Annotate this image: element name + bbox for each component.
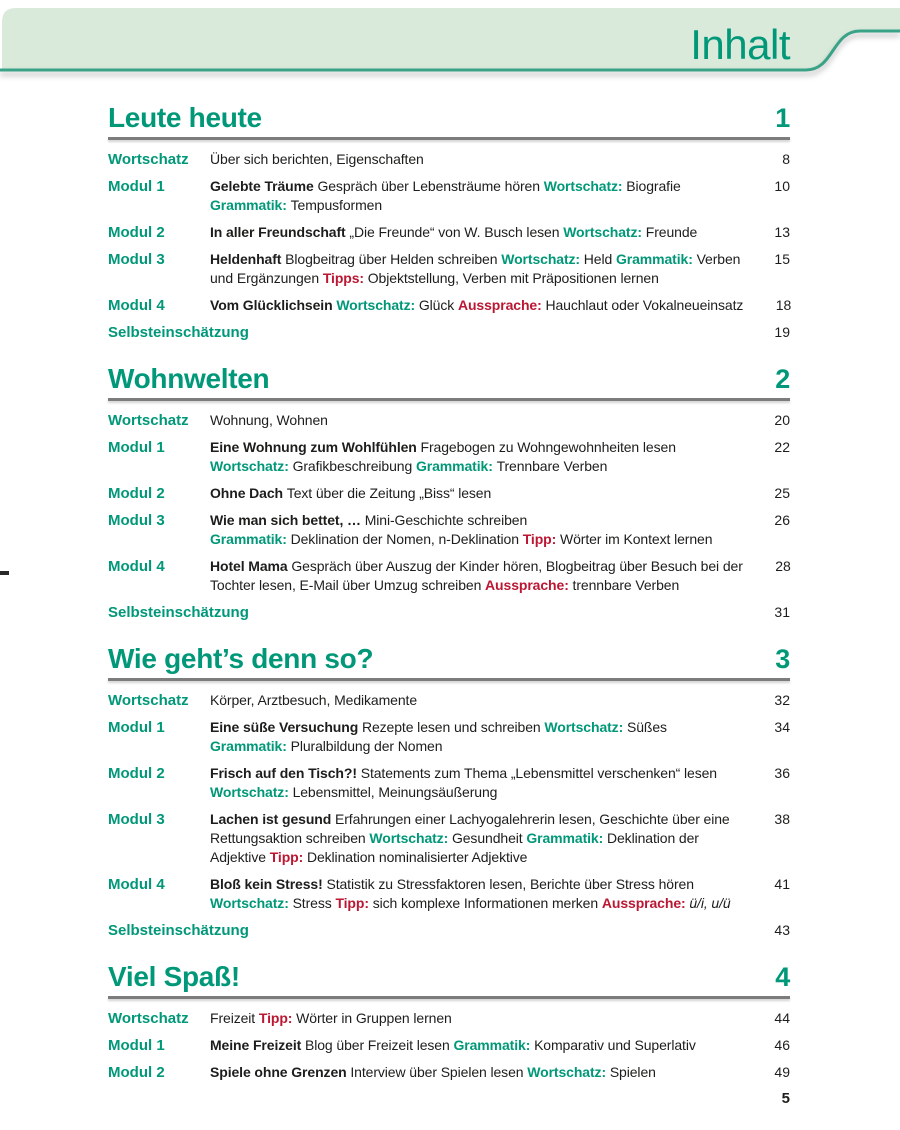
text-segment: Gespräch über Auszug der Kinder hören, Blogbeitrag über Besuch bei der (291, 558, 743, 574)
text-segment: Statements zum Thema „Lebensmittel verschenken“ lesen (360, 765, 717, 781)
section-number: 1 (775, 103, 790, 133)
row-line (210, 511, 742, 530)
toc-row (108, 177, 790, 215)
page-title: Inhalt (690, 21, 790, 68)
row-label: Modul 3 (108, 251, 165, 268)
toc-row (108, 296, 790, 315)
row-line (210, 810, 742, 829)
row-label: Selbsteinschätzung (108, 604, 249, 621)
row-label: Modul 1 (108, 178, 165, 195)
toc-row (108, 1063, 790, 1082)
row-text (210, 764, 742, 802)
row-text (210, 150, 742, 169)
text-segment: Deklination der Nomen, n-Deklination (290, 531, 523, 547)
row-label: Wortschatz (108, 412, 189, 429)
row-page-number: 8 (782, 151, 790, 167)
row-page-number: 10 (774, 178, 790, 194)
text-segment: Aussprache: (485, 577, 573, 593)
row-page-number: 18 (775, 297, 792, 313)
row-page-number: 15 (774, 251, 790, 267)
text-segment: Deklination der (606, 830, 699, 846)
row-line (210, 177, 742, 196)
row-page-number: 31 (774, 604, 790, 620)
text-segment: Tipps: (322, 270, 368, 286)
section-viel-spa (108, 962, 790, 1082)
text-segment: Wortschatz: (336, 297, 419, 313)
text-segment: Eine süße Versuchung (210, 719, 362, 735)
text-segment: Bloß kein Stress! (210, 876, 327, 892)
section-number: 2 (775, 364, 790, 394)
text-segment: Erfahrungen einer Lachyogalehrerin lesen, Geschichte über eine (335, 811, 730, 827)
toc-row (108, 691, 790, 710)
section-wie-geht-s-denn-so (108, 644, 790, 940)
row-text (210, 810, 742, 867)
row-page-number: 43 (774, 922, 790, 938)
row-label: Modul 3 (108, 811, 165, 828)
text-segment: Statistik zu Stressfaktoren lesen, Berichte über Stress hören (326, 876, 694, 892)
row-page-number: 19 (774, 324, 790, 340)
text-segment: Wortschatz: (527, 1064, 610, 1080)
row-line (210, 737, 742, 756)
row-label: Modul 2 (108, 485, 165, 502)
row-text (210, 511, 742, 549)
row-line (210, 150, 742, 169)
text-segment: Wortschatz: (544, 719, 627, 735)
text-segment: Lachen ist gesund (210, 811, 335, 827)
row-label: Wortschatz (108, 1010, 189, 1027)
section-header (108, 962, 790, 992)
row-line (210, 223, 742, 242)
text-segment: Verben (696, 251, 741, 267)
text-segment: Grammatik: (210, 531, 291, 547)
row-line (210, 484, 742, 503)
text-segment: Grammatik: (210, 197, 291, 213)
text-segment: Gesundheit (451, 830, 527, 846)
text-segment: Grammatik: (453, 1037, 535, 1053)
row-label: Modul 4 (108, 558, 165, 575)
row-label: Modul 2 (108, 765, 165, 782)
toc-row (108, 718, 790, 756)
row-text (210, 1036, 742, 1055)
text-segment: Heldenhaft (210, 251, 286, 267)
row-text (210, 438, 742, 476)
row-text (210, 691, 742, 710)
toc-sections (108, 75, 790, 1090)
row-line (210, 530, 742, 549)
text-segment: Grammatik: (415, 458, 497, 474)
text-segment: Biografie (626, 178, 681, 194)
text-segment: In aller Freundschaft (210, 224, 350, 240)
text-segment: Hauchlaut oder Vokalneueinsatz (545, 297, 744, 313)
row-text (210, 411, 742, 430)
text-segment: und Ergänzungen (210, 270, 323, 286)
toc-row (108, 411, 790, 430)
row-page-number: 22 (774, 439, 790, 455)
text-segment: Wortschatz: (210, 895, 293, 911)
row-text (210, 1009, 742, 1028)
text-segment: Rettungsaktion schreiben (210, 830, 370, 846)
text-segment: Aussprache: (457, 297, 546, 313)
text-segment: Text über die Zeitung „Biss“ lesen (286, 485, 492, 501)
section-header (108, 103, 790, 133)
row-label: Modul 4 (108, 297, 165, 314)
text-segment: Trennbare Verben (496, 458, 608, 474)
row-label: Selbsteinschätzung (108, 922, 249, 939)
toc-row (108, 764, 790, 802)
toc-row (108, 810, 790, 867)
row-page-number: 25 (774, 485, 790, 501)
text-segment: Pluralbildung der Nomen (290, 738, 443, 754)
text-segment: sich komplexe Informationen merken (372, 895, 602, 911)
row-page-number: 46 (774, 1037, 790, 1053)
toc-row (108, 875, 790, 913)
row-line (210, 1063, 742, 1082)
text-segment: Freunde (645, 224, 698, 240)
toc-row (108, 484, 790, 503)
toc-row (108, 1036, 790, 1055)
row-line (210, 411, 742, 430)
row-label: Modul 2 (108, 224, 165, 241)
row-line (210, 557, 743, 576)
text-segment: Tipp: (258, 1010, 297, 1026)
section-header (108, 364, 790, 394)
text-segment: Komparativ und Superlativ (534, 1037, 696, 1053)
section-title: Wohnwelten (108, 363, 270, 394)
row-label: Modul 1 (108, 719, 165, 736)
row-label: Modul 3 (108, 512, 165, 529)
toc-row (108, 921, 790, 940)
text-segment: Wortschatz: (210, 784, 293, 800)
text-segment: Wohnung, Wohnen (210, 412, 328, 428)
row-label: Modul 2 (108, 1064, 165, 1081)
row-page-number: 26 (774, 512, 790, 528)
section-title: Leute heute (108, 102, 262, 133)
toc-row (108, 438, 790, 476)
footer-page-number: 5 (781, 1090, 790, 1107)
text-segment: Interview über Spielen lesen (350, 1064, 528, 1080)
text-segment: Lebensmittel, Meinungsäußerung (292, 784, 498, 800)
text-segment: Über sich berichten, Eigenschaften (210, 151, 424, 167)
text-segment: Blog über Freizeit lesen (304, 1037, 454, 1053)
row-page-number: 34 (774, 719, 790, 735)
section-rule (108, 398, 790, 401)
crop-mark (0, 571, 9, 575)
text-segment: Gespräch über Lebensträume hören (317, 178, 544, 194)
row-line (210, 196, 742, 215)
row-line (210, 848, 742, 867)
row-page-number: 36 (774, 765, 790, 781)
section-number: 3 (775, 644, 790, 674)
text-segment: Eine Wohnung zum Wohlfühlen (210, 439, 421, 455)
row-line (210, 764, 742, 783)
text-segment: Wortschatz: (369, 830, 452, 846)
toc-row (108, 557, 790, 595)
row-page-number: 38 (774, 811, 790, 827)
toc-row (108, 511, 790, 549)
section-title: Wie geht’s denn so? (108, 643, 374, 674)
text-segment: Wortschatz: (543, 178, 627, 194)
row-text (210, 875, 742, 913)
section-rule (108, 137, 790, 140)
row-line (210, 250, 742, 269)
text-segment: Rezepte lesen und schreiben (361, 719, 545, 735)
row-text (210, 250, 742, 288)
text-segment: Frisch auf den Tisch?! (210, 765, 361, 781)
text-segment: Adjektive (210, 849, 270, 865)
row-text (210, 177, 742, 215)
row-line (210, 1036, 742, 1055)
text-segment: Hotel Mama (210, 558, 292, 574)
text-segment: Grammatik: (210, 738, 291, 754)
text-segment: Deklination nominalisierter Adjektive (306, 849, 528, 865)
text-segment: Glück (418, 297, 458, 313)
section-wohnwelten (108, 364, 790, 622)
row-page-number: 41 (774, 876, 790, 892)
row-line (210, 691, 742, 710)
section-number: 4 (775, 962, 790, 992)
text-segment: Stress (292, 895, 336, 911)
text-segment: Tipp: (269, 849, 307, 865)
row-line (210, 269, 742, 288)
text-segment: Körper, Arztbesuch, Medikamente (210, 692, 418, 708)
text-segment: Wörter im Kontext lernen (559, 531, 713, 547)
text-segment: Grammatik: (615, 251, 697, 267)
text-segment: Objektstellung, Verben mit Präpositionen lernen (367, 270, 659, 286)
row-page-number: 13 (774, 224, 790, 240)
row-page-number: 32 (774, 692, 790, 708)
row-text (210, 484, 742, 503)
row-line (210, 829, 742, 848)
row-line (210, 296, 743, 315)
text-segment: Vom Glücklichsein (210, 297, 337, 313)
row-label: Modul 1 (108, 1037, 165, 1054)
row-text (210, 223, 742, 242)
section-title: Viel Spaß! (108, 961, 240, 992)
text-segment: Blogbeitrag über Helden schreiben (285, 251, 502, 267)
text-segment: Tipp: (335, 895, 373, 911)
text-segment: Freizeit (210, 1010, 259, 1026)
row-line (210, 894, 742, 913)
text-segment: Ohne Dach (210, 485, 287, 501)
text-segment: Meine Freizeit (210, 1037, 305, 1053)
toc-row (108, 223, 790, 242)
row-line (210, 718, 742, 737)
text-segment: Aussprache: (601, 895, 690, 911)
row-text (210, 718, 742, 756)
row-text (210, 557, 743, 595)
section-leute-heute (108, 103, 790, 342)
row-text (210, 296, 743, 315)
row-text (210, 1063, 742, 1082)
row-line (210, 875, 742, 894)
text-segment: Tipp: (522, 531, 560, 547)
row-line (210, 457, 742, 476)
text-segment: Wie man sich bettet, … (210, 512, 365, 528)
row-page-number: 49 (774, 1064, 790, 1080)
toc-row (108, 323, 790, 342)
toc-row (108, 603, 790, 622)
row-page-number: 44 (774, 1010, 790, 1026)
row-page-number: 28 (775, 558, 791, 574)
text-segment: Fragebogen zu Wohngewohnheiten lesen (420, 439, 676, 455)
row-label: Modul 4 (108, 876, 165, 893)
text-segment: Tochter lesen, E-Mail über Umzug schreiben (210, 577, 486, 593)
row-line (210, 1009, 742, 1028)
text-segment: Spielen (609, 1064, 656, 1080)
section-header (108, 644, 790, 674)
row-label: Modul 1 (108, 439, 165, 456)
text-segment: Spiele ohne Grenzen (210, 1064, 351, 1080)
text-segment: Wortschatz: (501, 251, 584, 267)
text-segment: Wörter in Gruppen lernen (296, 1010, 452, 1026)
toc-row (108, 150, 790, 169)
row-line (210, 783, 742, 802)
text-segment: Grafikbeschreibung (292, 458, 416, 474)
section-rule (108, 996, 790, 999)
text-segment: Gelebte Träume (210, 178, 318, 194)
row-label: Wortschatz (108, 692, 189, 709)
text-segment: Mini-Geschichte schreiben (364, 512, 528, 528)
toc-row (108, 1009, 790, 1028)
row-line (210, 576, 743, 595)
text-segment: Tempusformen (290, 197, 383, 213)
text-segment: Held (583, 251, 616, 267)
text-segment: Wortschatz: (563, 224, 646, 240)
text-segment: Süßes (626, 719, 667, 735)
row-label: Wortschatz (108, 151, 189, 168)
row-page-number: 20 (774, 412, 790, 428)
text-segment: trennbare Verben (572, 577, 680, 593)
text-segment: Grammatik: (526, 830, 607, 846)
toc-row (108, 250, 790, 288)
text-segment: „Die Freunde“ von W. Busch lesen (349, 224, 564, 240)
row-line (210, 438, 742, 457)
text-segment: ü/i, u/ü (689, 895, 731, 911)
section-rule (108, 678, 790, 681)
text-segment: Wortschatz: (210, 458, 293, 474)
row-label: Selbsteinschätzung (108, 324, 249, 341)
